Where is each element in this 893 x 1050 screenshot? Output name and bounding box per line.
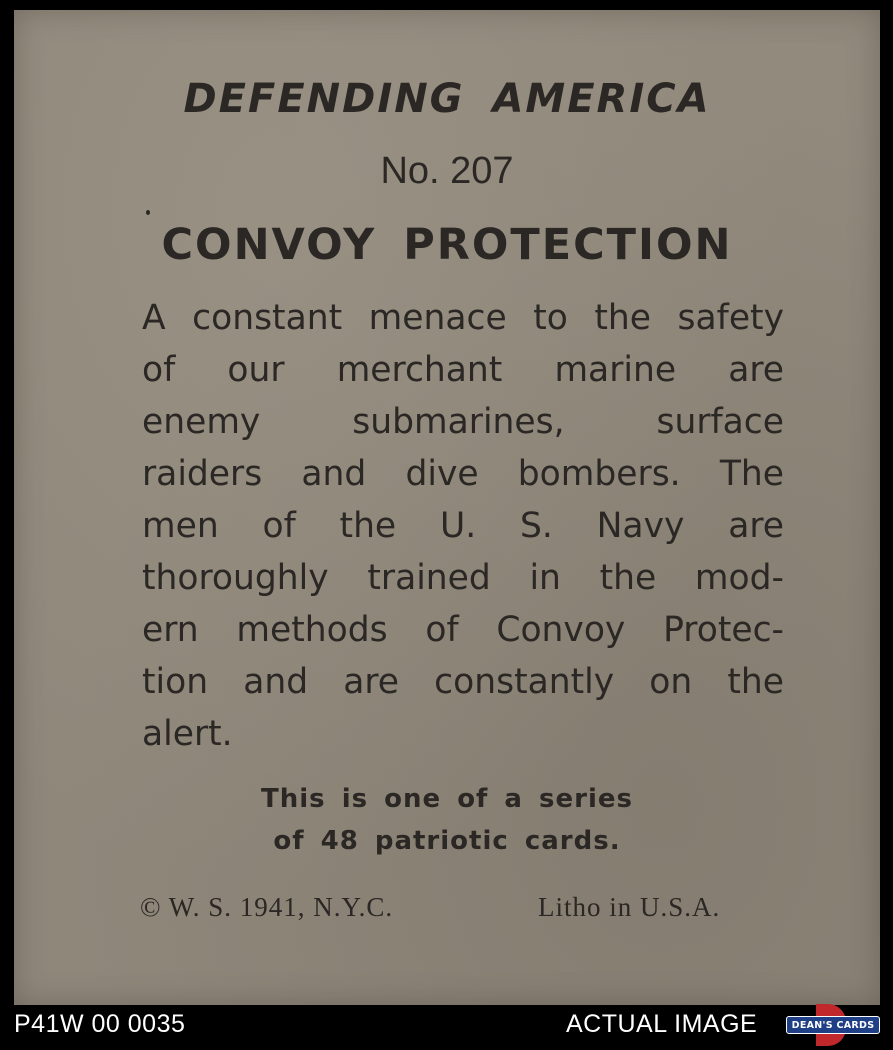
description-line: ern methods of Convoy Protec-	[142, 610, 784, 650]
description-line: alert.	[142, 714, 233, 754]
card-title: CONVOY PROTECTION	[161, 220, 733, 270]
card-description	[142, 292, 784, 760]
copyright-notice: © W. S. 1941, N.Y.C.	[140, 892, 394, 922]
item-id: P41W 00 0035	[14, 1010, 186, 1038]
series-note-line: This is one of a series	[261, 784, 633, 814]
trading-card-back	[14, 10, 880, 1005]
logo-banner: DEAN'S CARDS	[786, 1016, 880, 1034]
litho-notice: Litho in U.S.A.	[538, 892, 721, 922]
deans-cards-logo	[786, 1004, 880, 1046]
description-line: thoroughly trained in the mod-	[142, 558, 784, 598]
description-line: tion and are constantly on the	[142, 662, 784, 702]
description-line: A constant menace to the safety	[142, 298, 784, 338]
print-speck	[146, 210, 150, 215]
description-line: enemy submarines, surface	[142, 402, 784, 442]
actual-image-label: ACTUAL IMAGE	[566, 1010, 758, 1038]
description-line: men of the U. S. Navy are	[142, 506, 784, 546]
series-note	[14, 778, 880, 862]
card-number: No. 207	[380, 150, 514, 192]
series-note-line: of 48 patriotic cards.	[273, 826, 621, 856]
series-title: DEFENDING AMERICA	[183, 76, 711, 122]
description-line: of our merchant marine are	[142, 350, 784, 390]
description-line: raiders and dive bombers. The	[142, 454, 784, 494]
